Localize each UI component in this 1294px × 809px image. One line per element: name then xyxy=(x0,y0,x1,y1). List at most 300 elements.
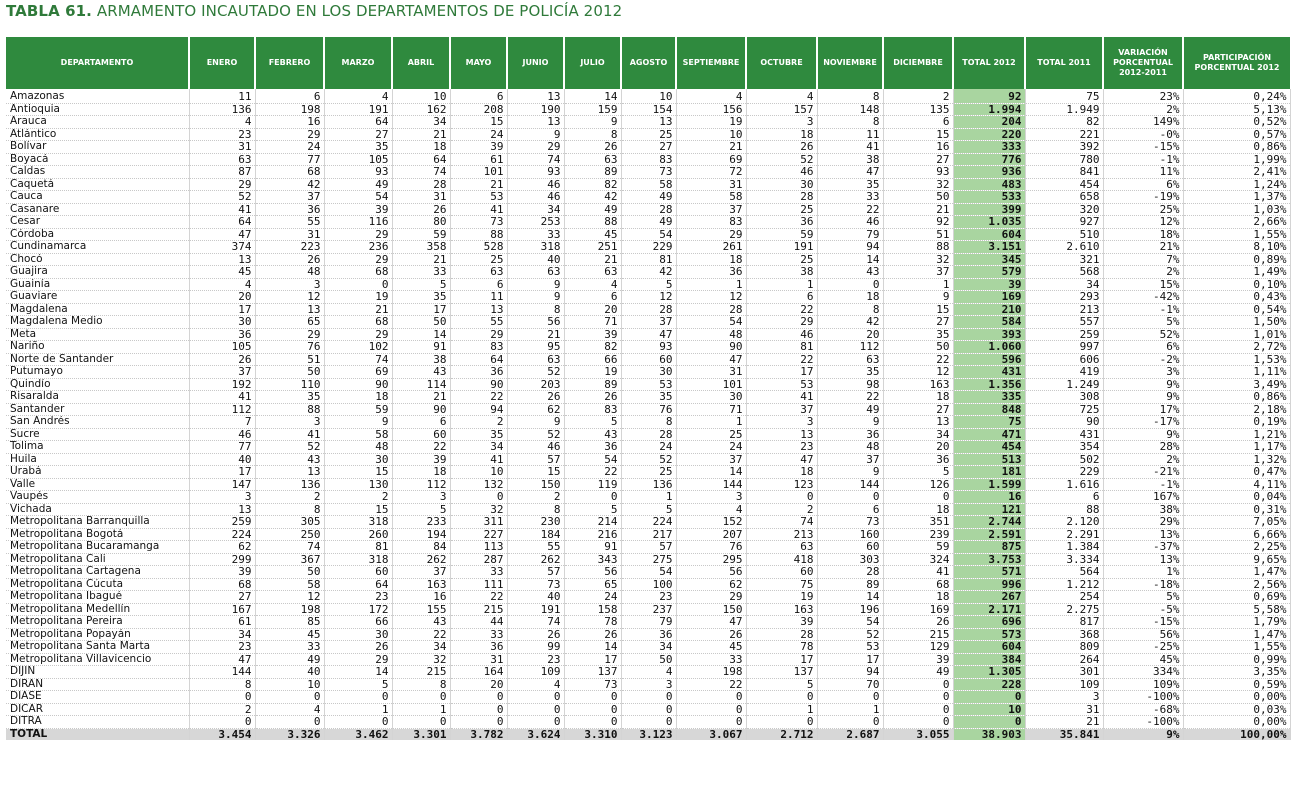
value-cell: 39 xyxy=(883,653,953,666)
value-cell: 64 xyxy=(189,216,255,229)
value-cell: -25% xyxy=(1103,641,1183,654)
value-cell: 156 xyxy=(676,103,746,116)
value-cell: 41 xyxy=(450,453,507,466)
value-cell: 22 xyxy=(564,466,621,479)
value-cell: 0 xyxy=(817,691,883,704)
value-cell: 3 xyxy=(255,416,324,429)
value-cell: 88 xyxy=(564,216,621,229)
value-cell: 2 xyxy=(450,416,507,429)
department-cell: Urabá xyxy=(6,466,189,479)
table-row xyxy=(6,116,1290,129)
department-cell: Norte de Santander xyxy=(6,353,189,366)
value-cell: 41 xyxy=(817,141,883,154)
value-cell: 75 xyxy=(1025,89,1103,103)
value-cell: 110 xyxy=(255,378,324,391)
value-cell: 0,19% xyxy=(1183,416,1290,429)
value-cell: 5% xyxy=(1103,591,1183,604)
value-cell: 18% xyxy=(1103,228,1183,241)
value-cell: 293 xyxy=(1025,291,1103,304)
table-row xyxy=(6,516,1290,529)
value-cell: 27 xyxy=(324,128,392,141)
value-cell: 454 xyxy=(1025,178,1103,191)
value-cell: 26 xyxy=(676,628,746,641)
department-cell: Metropolitana Barranquilla xyxy=(6,516,189,529)
value-cell: 817 xyxy=(1025,616,1103,629)
value-cell: 0 xyxy=(883,716,953,729)
department-cell: Meta xyxy=(6,328,189,341)
value-cell: 60 xyxy=(817,541,883,554)
value-cell: -15% xyxy=(1103,141,1183,154)
value-cell: 1,53% xyxy=(1183,353,1290,366)
value-cell: 36 xyxy=(450,641,507,654)
value-cell: 35 xyxy=(450,428,507,441)
value-cell: 3.753 xyxy=(953,553,1025,566)
value-cell: 14 xyxy=(324,666,392,679)
value-cell: 39 xyxy=(953,278,1025,291)
value-cell: 229 xyxy=(621,241,676,254)
value-cell: 0,57% xyxy=(1183,128,1290,141)
value-cell: 58 xyxy=(676,191,746,204)
value-cell: 0,04% xyxy=(1183,491,1290,504)
value-cell: 29 xyxy=(324,328,392,341)
value-cell: 38% xyxy=(1103,503,1183,516)
value-cell: 1,55% xyxy=(1183,641,1290,654)
value-cell: 184 xyxy=(507,528,564,541)
value-cell: 2% xyxy=(1103,103,1183,116)
value-cell: 45% xyxy=(1103,653,1183,666)
value-cell: 0 xyxy=(883,678,953,691)
value-cell: 34 xyxy=(189,628,255,641)
value-cell: 261 xyxy=(676,241,746,254)
value-cell: 42 xyxy=(817,316,883,329)
value-cell: 2.275 xyxy=(1025,603,1103,616)
department-cell: Chocó xyxy=(6,253,189,266)
value-cell: 264 xyxy=(1025,653,1103,666)
value-cell: 25 xyxy=(621,128,676,141)
value-cell: 44 xyxy=(450,616,507,629)
value-cell: 34 xyxy=(507,203,564,216)
value-cell: -1% xyxy=(1103,303,1183,316)
value-cell: 0 xyxy=(817,716,883,729)
value-cell: 2,72% xyxy=(1183,341,1290,354)
table-row xyxy=(6,653,1290,666)
value-cell: 14 xyxy=(564,89,621,103)
value-cell: 37 xyxy=(255,191,324,204)
value-cell: 49 xyxy=(564,203,621,216)
value-cell: 71 xyxy=(676,403,746,416)
value-cell: 5,13% xyxy=(1183,103,1290,116)
department-cell: Atlántico xyxy=(6,128,189,141)
value-cell: 35 xyxy=(392,291,450,304)
value-cell: 89 xyxy=(817,578,883,591)
value-cell: 1.035 xyxy=(953,216,1025,229)
value-cell: 62 xyxy=(676,578,746,591)
value-cell: 16 xyxy=(883,141,953,154)
table-caption: ARMAMENTO INCAUTADO EN LOS DEPARTAMENTOS DE POLICÍA 2012 xyxy=(96,2,623,20)
value-cell: 62 xyxy=(189,541,255,554)
value-cell: 14 xyxy=(392,328,450,341)
value-cell: 20 xyxy=(189,291,255,304)
value-cell: -1% xyxy=(1103,153,1183,166)
value-cell: 13 xyxy=(189,253,255,266)
value-cell: 2.687 xyxy=(817,728,883,740)
department-cell: Cesar xyxy=(6,216,189,229)
value-cell: 49 xyxy=(621,191,676,204)
value-cell: 31 xyxy=(676,178,746,191)
value-cell: 61 xyxy=(189,616,255,629)
value-cell: 50 xyxy=(621,653,676,666)
value-cell: 12 xyxy=(255,291,324,304)
value-cell: 6 xyxy=(392,416,450,429)
value-cell: 60 xyxy=(621,353,676,366)
value-cell: 76 xyxy=(255,341,324,354)
value-cell: 71 xyxy=(564,316,621,329)
value-cell: 32 xyxy=(883,253,953,266)
department-cell: Metropolitana Cúcuta xyxy=(6,578,189,591)
value-cell: 6 xyxy=(1025,491,1103,504)
value-cell: 10 xyxy=(450,466,507,479)
value-cell: 85 xyxy=(255,616,324,629)
value-cell: 3.462 xyxy=(324,728,392,740)
department-cell: Vichada xyxy=(6,503,189,516)
value-cell: 3 xyxy=(676,491,746,504)
value-cell: 0,86% xyxy=(1183,141,1290,154)
value-cell: 26 xyxy=(883,616,953,629)
value-cell: 28 xyxy=(746,628,817,641)
value-cell: 57 xyxy=(507,566,564,579)
value-cell: 109 xyxy=(1025,678,1103,691)
value-cell: 152 xyxy=(676,516,746,529)
value-cell: 109 xyxy=(507,666,564,679)
value-cell: 74 xyxy=(507,616,564,629)
value-cell: 214 xyxy=(564,516,621,529)
value-cell: 0 xyxy=(883,491,953,504)
value-cell: 4,11% xyxy=(1183,478,1290,491)
value-cell: 4 xyxy=(507,678,564,691)
column-header: SEPTIEMBRE xyxy=(676,37,746,89)
value-cell: 39 xyxy=(746,616,817,629)
value-cell: 150 xyxy=(676,603,746,616)
department-cell: Metropolitana Santa Marta xyxy=(6,641,189,654)
value-cell: 418 xyxy=(746,553,817,566)
value-cell: 114 xyxy=(392,378,450,391)
value-cell: 262 xyxy=(507,553,564,566)
value-cell: 354 xyxy=(1025,441,1103,454)
value-cell: 22 xyxy=(392,441,450,454)
value-cell: 29 xyxy=(676,228,746,241)
value-cell: 20 xyxy=(564,303,621,316)
value-cell: 18 xyxy=(746,128,817,141)
value-cell: 233 xyxy=(392,516,450,529)
value-cell: 76 xyxy=(676,541,746,554)
value-cell: 28 xyxy=(621,203,676,216)
value-cell: 29 xyxy=(255,128,324,141)
department-cell: Guajira xyxy=(6,266,189,279)
value-cell: 3.067 xyxy=(676,728,746,740)
value-cell: 46 xyxy=(507,178,564,191)
table-row xyxy=(6,203,1290,216)
value-cell: 14 xyxy=(676,466,746,479)
table-row xyxy=(6,466,1290,479)
value-cell: 76 xyxy=(621,403,676,416)
value-cell: 19 xyxy=(676,116,746,129)
column-header: DICIEMBRE xyxy=(883,37,953,89)
value-cell: 0 xyxy=(746,691,817,704)
value-cell: 510 xyxy=(1025,228,1103,241)
value-cell: 35 xyxy=(817,366,883,379)
value-cell: 54 xyxy=(324,191,392,204)
value-cell: 52 xyxy=(255,441,324,454)
table-row xyxy=(6,228,1290,241)
department-cell: Amazonas xyxy=(6,89,189,103)
department-cell: Metropolitana Cartagena xyxy=(6,566,189,579)
value-cell: 30 xyxy=(324,453,392,466)
value-cell: 94 xyxy=(817,666,883,679)
value-cell: 32 xyxy=(450,503,507,516)
value-cell: 49 xyxy=(883,666,953,679)
value-cell: 3,35% xyxy=(1183,666,1290,679)
value-cell: 29 xyxy=(255,328,324,341)
value-cell: 227 xyxy=(450,528,507,541)
value-cell: 58 xyxy=(621,178,676,191)
value-cell: 13 xyxy=(883,416,953,429)
value-cell: 121 xyxy=(953,503,1025,516)
value-cell: 81 xyxy=(746,341,817,354)
value-cell: 251 xyxy=(564,241,621,254)
value-cell: 46 xyxy=(746,166,817,179)
value-cell: 28 xyxy=(817,566,883,579)
value-cell: 0,54% xyxy=(1183,303,1290,316)
value-cell: 42 xyxy=(564,191,621,204)
value-cell: 8 xyxy=(507,303,564,316)
value-cell: 33 xyxy=(507,228,564,241)
value-cell: 40 xyxy=(507,591,564,604)
value-cell: 53 xyxy=(621,378,676,391)
value-cell: 150 xyxy=(507,478,564,491)
value-cell: 43 xyxy=(817,266,883,279)
value-cell: 513 xyxy=(953,453,1025,466)
value-cell: 16 xyxy=(392,591,450,604)
value-cell: 2,41% xyxy=(1183,166,1290,179)
value-cell: 33 xyxy=(392,266,450,279)
department-cell: Cauca xyxy=(6,191,189,204)
value-cell: 259 xyxy=(1025,328,1103,341)
value-cell: 0 xyxy=(564,703,621,716)
value-cell: 1 xyxy=(324,703,392,716)
value-cell: 0 xyxy=(817,278,883,291)
value-cell: 3.151 xyxy=(953,241,1025,254)
value-cell: 35 xyxy=(817,178,883,191)
value-cell: 21 xyxy=(324,303,392,316)
value-cell: 10 xyxy=(676,128,746,141)
value-cell: 1.384 xyxy=(1025,541,1103,554)
value-cell: 101 xyxy=(450,166,507,179)
table-row xyxy=(6,603,1290,616)
department-cell: Sucre xyxy=(6,428,189,441)
value-cell: 1 xyxy=(676,416,746,429)
value-cell: 29 xyxy=(189,178,255,191)
table-row xyxy=(6,216,1290,229)
value-cell: 113 xyxy=(450,541,507,554)
value-cell: 2 xyxy=(746,503,817,516)
department-cell: Antioquia xyxy=(6,103,189,116)
value-cell: 26 xyxy=(564,141,621,154)
value-cell: 9% xyxy=(1103,428,1183,441)
value-cell: 8 xyxy=(564,128,621,141)
value-cell: 74 xyxy=(507,153,564,166)
value-cell: 13% xyxy=(1103,553,1183,566)
value-cell: 528 xyxy=(450,241,507,254)
value-cell: 43 xyxy=(392,616,450,629)
value-cell: 32 xyxy=(883,178,953,191)
value-cell: 46 xyxy=(746,328,817,341)
value-cell: 3.624 xyxy=(507,728,564,740)
value-cell: 35 xyxy=(324,141,392,154)
value-cell: 160 xyxy=(817,528,883,541)
value-cell: 207 xyxy=(676,528,746,541)
value-cell: 0 xyxy=(189,691,255,704)
value-cell: 169 xyxy=(953,291,1025,304)
value-cell: 90 xyxy=(1025,416,1103,429)
value-cell: 12% xyxy=(1103,216,1183,229)
value-cell: 74 xyxy=(324,353,392,366)
value-cell: -18% xyxy=(1103,578,1183,591)
value-cell: 68 xyxy=(189,578,255,591)
value-cell: 10 xyxy=(953,703,1025,716)
value-cell: 5 xyxy=(621,503,676,516)
value-cell: 267 xyxy=(953,591,1025,604)
value-cell: 303 xyxy=(817,553,883,566)
value-cell: 8 xyxy=(817,89,883,103)
value-cell: 9 xyxy=(817,416,883,429)
value-cell: 23 xyxy=(189,128,255,141)
value-cell: 55 xyxy=(507,541,564,554)
value-cell: 1 xyxy=(817,703,883,716)
value-cell: 22 xyxy=(817,203,883,216)
table-row xyxy=(6,128,1290,141)
value-cell: 15 xyxy=(883,128,953,141)
value-cell: 136 xyxy=(621,478,676,491)
value-cell: 260 xyxy=(324,528,392,541)
table-row xyxy=(6,703,1290,716)
value-cell: 210 xyxy=(953,303,1025,316)
value-cell: 36 xyxy=(746,216,817,229)
value-cell: 73 xyxy=(507,578,564,591)
value-cell: 37 xyxy=(746,403,817,416)
value-cell: 45 xyxy=(189,266,255,279)
value-cell: 5 xyxy=(883,466,953,479)
value-cell: 137 xyxy=(746,666,817,679)
value-cell: 696 xyxy=(953,616,1025,629)
value-cell: 10 xyxy=(392,89,450,103)
value-cell: 3.123 xyxy=(621,728,676,740)
value-cell: 28 xyxy=(676,303,746,316)
value-cell: 41 xyxy=(189,391,255,404)
value-cell: 8 xyxy=(507,503,564,516)
value-cell: 14 xyxy=(564,641,621,654)
value-cell: 45 xyxy=(676,641,746,654)
value-cell: 287 xyxy=(450,553,507,566)
value-cell: 41 xyxy=(189,203,255,216)
value-cell: 37 xyxy=(883,266,953,279)
value-cell: 11 xyxy=(450,291,507,304)
value-cell: 144 xyxy=(189,666,255,679)
value-cell: 36 xyxy=(621,628,676,641)
value-cell: 31 xyxy=(392,191,450,204)
value-cell: 1,99% xyxy=(1183,153,1290,166)
value-cell: 46 xyxy=(507,191,564,204)
value-cell: 136 xyxy=(189,103,255,116)
value-cell: 56 xyxy=(507,316,564,329)
value-cell: 2.744 xyxy=(953,516,1025,529)
value-cell: 367 xyxy=(255,553,324,566)
value-cell: 46 xyxy=(507,441,564,454)
value-cell: 52 xyxy=(507,428,564,441)
value-cell: 83 xyxy=(564,403,621,416)
value-cell: 13% xyxy=(1103,528,1183,541)
value-cell: 25 xyxy=(746,253,817,266)
value-cell: 9 xyxy=(507,278,564,291)
department-cell: DICAR xyxy=(6,703,189,716)
value-cell: 13 xyxy=(621,116,676,129)
value-cell: 6 xyxy=(564,291,621,304)
table-row xyxy=(6,591,1290,604)
value-cell: 35 xyxy=(255,391,324,404)
value-cell: 39 xyxy=(189,566,255,579)
value-cell: 18 xyxy=(324,391,392,404)
department-cell: Nariño xyxy=(6,341,189,354)
value-cell: 217 xyxy=(621,528,676,541)
value-cell: 38 xyxy=(817,153,883,166)
value-cell: 502 xyxy=(1025,453,1103,466)
value-cell: 3% xyxy=(1103,366,1183,379)
value-cell: 136 xyxy=(255,478,324,491)
value-cell: 105 xyxy=(189,341,255,354)
value-cell: 196 xyxy=(817,603,883,616)
value-cell: 36 xyxy=(676,266,746,279)
value-cell: 0 xyxy=(621,691,676,704)
value-cell: 1,24% xyxy=(1183,178,1290,191)
value-cell: 604 xyxy=(953,228,1025,241)
value-cell: 208 xyxy=(450,103,507,116)
value-cell: 16 xyxy=(255,116,324,129)
value-cell: 604 xyxy=(953,641,1025,654)
table-row xyxy=(6,678,1290,691)
department-cell: TOTAL xyxy=(6,728,189,740)
value-cell: 24 xyxy=(450,128,507,141)
value-cell: 0 xyxy=(621,716,676,729)
value-cell: 0 xyxy=(450,491,507,504)
value-cell: 20 xyxy=(817,328,883,341)
value-cell: 55 xyxy=(450,316,507,329)
value-cell: 62 xyxy=(507,403,564,416)
table-row xyxy=(6,403,1290,416)
value-cell: 6 xyxy=(817,503,883,516)
value-cell: 3.310 xyxy=(564,728,621,740)
value-cell: 31 xyxy=(1025,703,1103,716)
table-row xyxy=(6,166,1290,179)
value-cell: 37 xyxy=(817,453,883,466)
value-cell: 40 xyxy=(189,453,255,466)
value-cell: 190 xyxy=(507,103,564,116)
value-cell: 2,25% xyxy=(1183,541,1290,554)
department-cell: Caldas xyxy=(6,166,189,179)
table-row xyxy=(6,378,1290,391)
value-cell: 63 xyxy=(450,266,507,279)
value-cell: 557 xyxy=(1025,316,1103,329)
value-cell: 262 xyxy=(392,553,450,566)
value-cell: 59 xyxy=(324,403,392,416)
